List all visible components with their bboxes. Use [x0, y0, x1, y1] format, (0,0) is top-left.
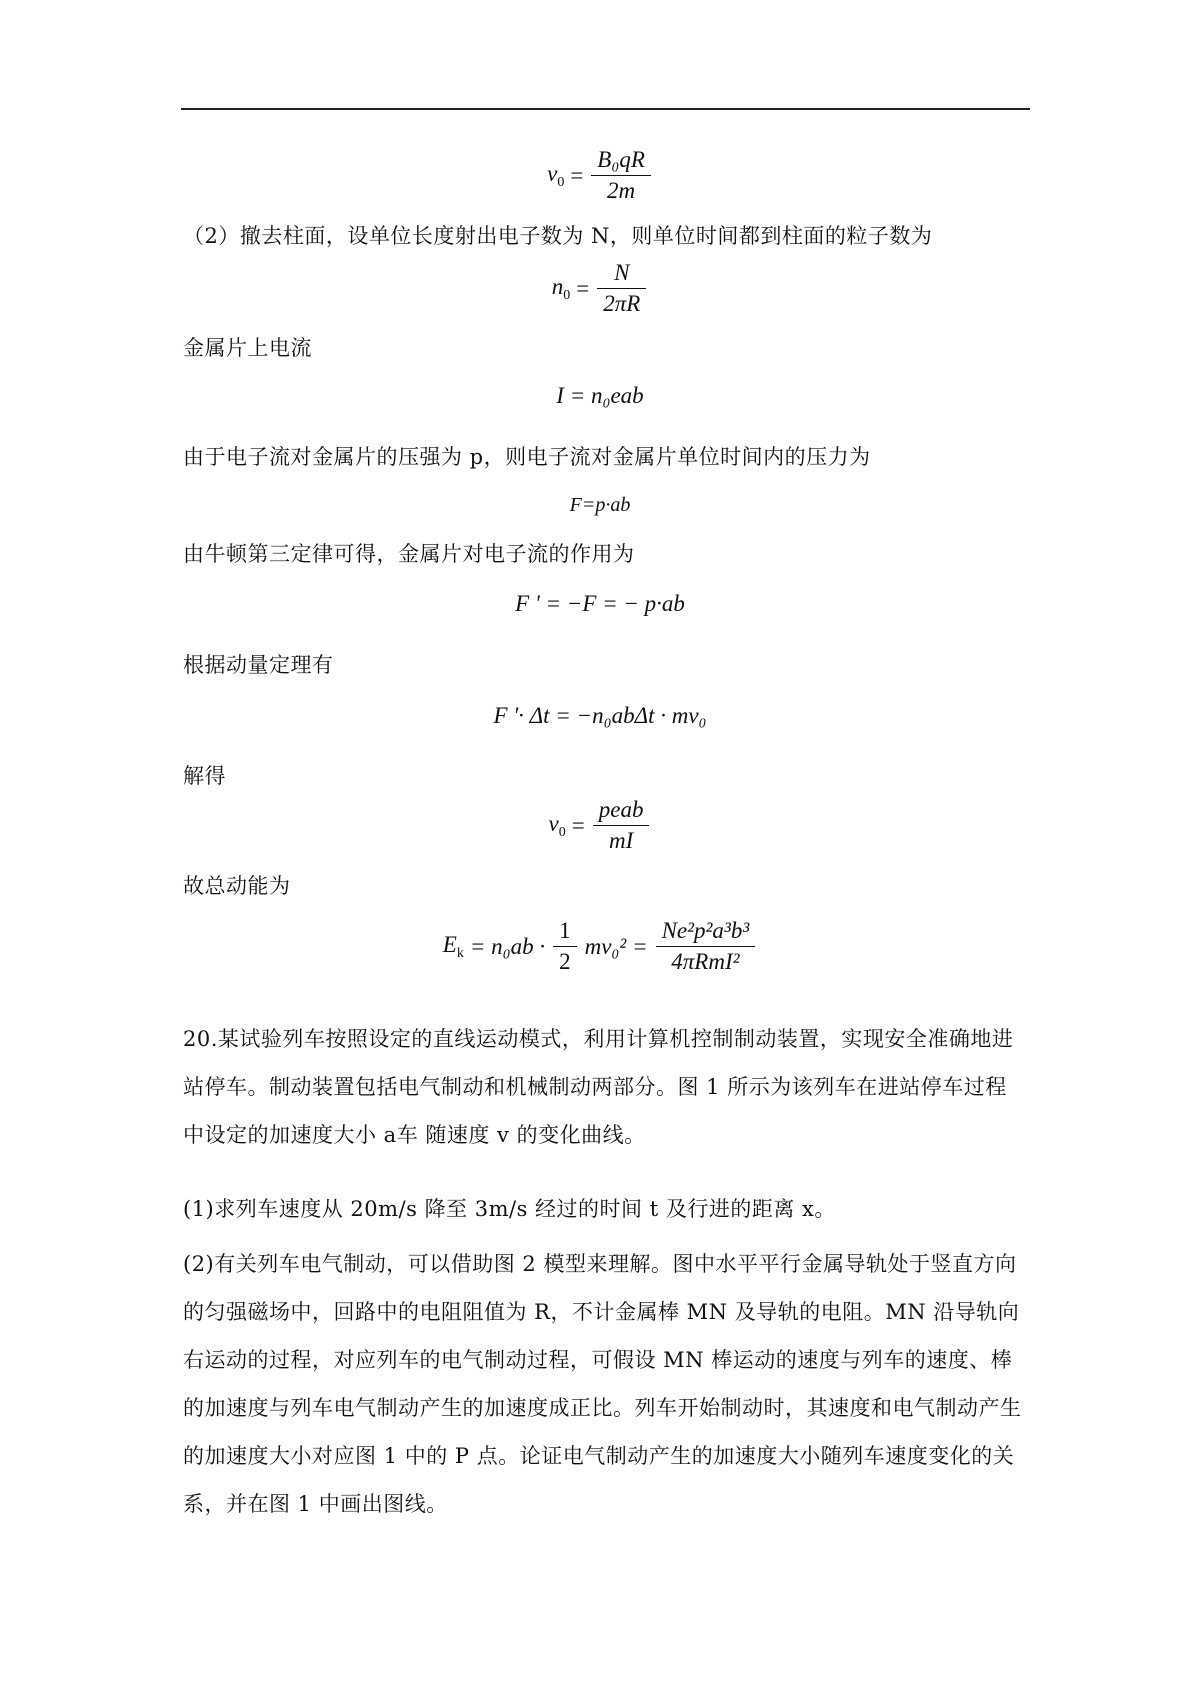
- header-rule: [181, 108, 1030, 110]
- paragraph-momentum-theorem: 根据动量定理有: [183, 653, 334, 677]
- equation-v0-first: $v_0$ = $\frac{\text{B₀qR}}{2m}$: [0, 145, 1200, 206]
- equation-force: F=p·ab: [569, 494, 631, 516]
- paragraph-current: 金属片上电流: [183, 336, 312, 360]
- question-20-part-2: (2)有关列车电气制动，可以借助图 2 模型来理解。图中水平平行金属导轨处于竖直方向的匀强磁场中，回路中的电阻阻值为 R，不计金属棒 MN 及导轨的电阻。MN 沿导轨向右运动的过程，对应列车的电气制动过程，可假设 MN 棒运动的速度与列车的速度、棒的加速度与列车电气制动产生的加速度成正比。列车开始制动时，其速度和电气制动产生的加速度大小对应图 1 中的 P 点。论证电气制动产生的加速度大小随列车速度变化的关系，并在图 1 中画出图线。: [183, 1252, 1022, 1516]
- question-20-stem: 20.某试验列车按照设定的直线运动模式，利用计算机控制制动装置，实现安全准确地进站停车。制动装置包括电气制动和机械制动两部分。图 1 所示为该列车在进站停车过程中设定的加速度大小 a车 随速度 v 的变化曲线。: [183, 1027, 1014, 1147]
- paragraph-total-kinetic-energy: 故总动能为: [183, 874, 291, 898]
- equation-reaction-force: F ' = −F = − p·ab: [515, 591, 685, 616]
- paragraph-pressure: 由于电子流对金属片的压强为 p，则电子流对金属片单位时间内的压力为: [183, 445, 871, 469]
- question-20-part-1: (1)求列车速度从 20m/s 降至 3m/s 经过的时间 t 及行进的距离 x。: [183, 1197, 836, 1221]
- paragraph-newton-third-law: 由牛顿第三定律可得，金属片对电子流的作用为: [183, 542, 635, 566]
- equation-n0: $n_0$ = $\frac{N}{2\pi R}$: [0, 258, 1200, 319]
- equation-current: I = n₀eab: [556, 383, 644, 408]
- equation-momentum: F '· Δt = −n₀abΔt · mv₀: [493, 703, 707, 728]
- paragraph-part2-intro: （2）撤去柱面，设单位长度射出电子数为 N，则单位时间都到柱面的粒子数为: [183, 224, 933, 248]
- equation-v0-second: $v_0$ = $\frac{\text{peab}}{mI}$: [0, 795, 1200, 856]
- paragraph-solve: 解得: [183, 764, 226, 788]
- equation-kinetic-energy: $E_k$ = n₀ab · $\frac{1}{2}$ mv₀² = $\frac{\text{Ne²p²a³b³}}{\text{4πRmI²}}$: [0, 916, 1200, 977]
